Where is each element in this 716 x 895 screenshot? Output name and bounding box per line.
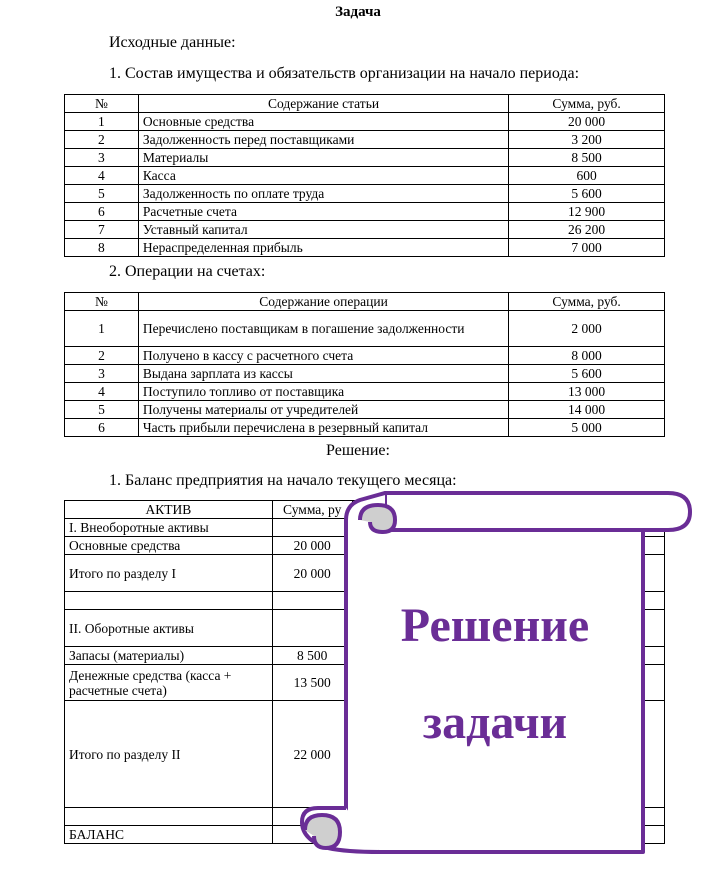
table3-header-asset: АКТИВ bbox=[65, 501, 273, 519]
cell-operation: Выдана зарплата из кассы bbox=[138, 365, 508, 383]
table1-header-num: № bbox=[65, 95, 139, 113]
cell-operation: Перечислено поставщикам в погашение задолженности bbox=[138, 311, 508, 347]
cell-operation: Поступило топливо от поставщика bbox=[138, 383, 508, 401]
cell-sum: 7 000 bbox=[509, 239, 665, 257]
intro-text: Исходные данные: bbox=[109, 34, 236, 51]
cell-num: 7 bbox=[65, 221, 139, 239]
cell-item: Запасы (материалы) bbox=[65, 647, 273, 665]
cell-sum: 8 500 bbox=[509, 149, 665, 167]
cell-sum: 20 000 bbox=[272, 537, 352, 555]
cell-sum: 20 000 bbox=[509, 113, 665, 131]
cell-item: Уставный капитал bbox=[138, 221, 508, 239]
cell-item: Задолженность перед поставщиками bbox=[138, 131, 508, 149]
cell-num: 8 bbox=[65, 239, 139, 257]
table2-header-operation: Содержание операции bbox=[138, 293, 508, 311]
solution-heading: Решение: bbox=[326, 442, 390, 459]
cell-sum: 600 bbox=[509, 167, 665, 185]
cell-item: Нераспределенная прибыль bbox=[138, 239, 508, 257]
cell-item: Задолженность по оплате труда bbox=[138, 185, 508, 203]
cell-item: Основные средства bbox=[138, 113, 508, 131]
cell-sum: 13 000 bbox=[509, 383, 665, 401]
cell-item: Денежные средства (касса + расчетные счета) bbox=[65, 665, 273, 701]
cell-num: 6 bbox=[65, 203, 139, 221]
cell-sum: 26 200 bbox=[509, 221, 665, 239]
cell-num: 5 bbox=[65, 401, 139, 419]
cell-sum: 8 000 bbox=[509, 347, 665, 365]
cell-num: 1 bbox=[65, 113, 139, 131]
cell-num: 2 bbox=[65, 131, 139, 149]
cell-item: Материалы bbox=[138, 149, 508, 167]
cell-sum: 12 900 bbox=[509, 203, 665, 221]
cell-num: 4 bbox=[65, 167, 139, 185]
cell-item: Итого по разделу I bbox=[65, 555, 273, 592]
cell-sum: 13 500 bbox=[272, 665, 352, 701]
cell-item: Основные средства bbox=[65, 537, 273, 555]
cell-item: II. Оборотные активы bbox=[65, 610, 273, 647]
table3-header-sum: Сумма, ру bbox=[272, 501, 352, 519]
cell-operation: Получено в кассу с расчетного счета bbox=[138, 347, 508, 365]
table2-header-num: № bbox=[65, 293, 139, 311]
scroll-title-line1: Решение bbox=[400, 599, 590, 652]
cell-item: БАЛАНС bbox=[65, 826, 273, 844]
cell-operation: Часть прибыли перечислена в резервный капитал bbox=[138, 419, 508, 437]
cell-sum: 20 000 bbox=[272, 555, 352, 592]
cell-num: 5 bbox=[65, 185, 139, 203]
cell-num: 4 bbox=[65, 383, 139, 401]
section-3-heading: 1. Баланс предприятия на начало текущего месяца: bbox=[109, 472, 457, 489]
table2-header-sum: Сумма, руб. bbox=[509, 293, 665, 311]
cell-item: Расчетные счета bbox=[138, 203, 508, 221]
scroll-title-line2: задачи bbox=[422, 696, 568, 749]
cell-num: 2 bbox=[65, 347, 139, 365]
cell-sum: 3 200 bbox=[509, 131, 665, 149]
cell-item: I. Внеоборотные активы bbox=[65, 519, 273, 537]
table1-header-item: Содержание статьи bbox=[138, 95, 508, 113]
cell-num: 3 bbox=[65, 149, 139, 167]
document-title: Задача bbox=[335, 4, 381, 20]
cell-sum: 5 600 bbox=[509, 185, 665, 203]
cell-sum: 14 000 bbox=[509, 401, 665, 419]
cell-num: 6 bbox=[65, 419, 139, 437]
section-2-heading: 2. Операции на счетах: bbox=[109, 263, 266, 280]
table1-header-sum: Сумма, руб. bbox=[509, 95, 665, 113]
cell-item: Касса bbox=[138, 167, 508, 185]
cell-sum: 2 000 bbox=[509, 311, 665, 347]
cell-num: 1 bbox=[65, 311, 139, 347]
cell-sum: 5 000 bbox=[509, 419, 665, 437]
cell-sum: 8 500 bbox=[272, 647, 352, 665]
section-1-heading: 1. Состав имущества и обязательств организации на начало периода: bbox=[109, 65, 580, 82]
cell-operation: Получены материалы от учредителей bbox=[138, 401, 508, 419]
cell-sum: 5 600 bbox=[509, 365, 665, 383]
cell-num: 3 bbox=[65, 365, 139, 383]
cell-item: Итого по разделу II bbox=[65, 701, 273, 808]
cell-sum: 22 000 bbox=[272, 701, 352, 808]
